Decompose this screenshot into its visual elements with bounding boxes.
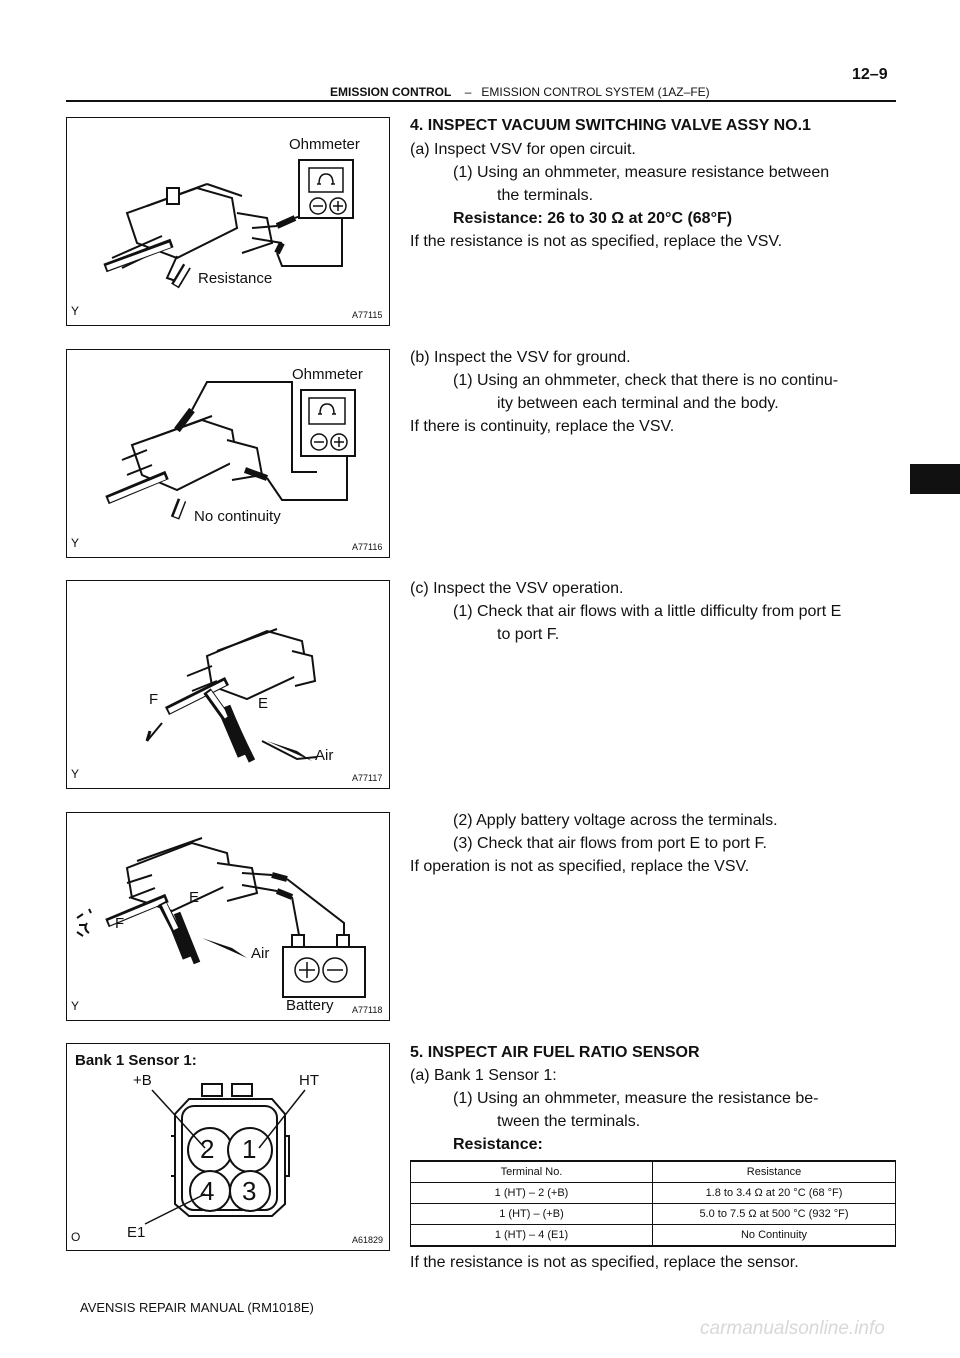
figure-corner-mark: O xyxy=(71,1230,81,1244)
step-4a-spec: Resistance: 26 to 30 Ω at 20°C (68°F) xyxy=(453,210,733,227)
step-4a1-line1: (1) Using an ohmmeter, measure resistance between xyxy=(453,164,830,181)
ohmmeter-label: Ohmmeter xyxy=(292,366,363,383)
resistance-caption: Resistance xyxy=(198,270,273,287)
table-cell: 5.0 to 7.5 Ω at 500 °C (932 °F) xyxy=(653,1204,896,1225)
figure-code: A61829 xyxy=(352,1235,384,1245)
figure-vsv-battery xyxy=(66,812,390,1021)
pin-4: 4 xyxy=(200,1176,215,1206)
figure-vsv-ground xyxy=(66,349,390,558)
figure-vsv-airflow xyxy=(66,580,390,789)
table-header-row xyxy=(411,1161,896,1183)
port-e-label: E xyxy=(189,889,200,906)
air-label: Air xyxy=(315,747,334,764)
step-4b1-line1: (1) Using an ohmmeter, check that there is no continu- xyxy=(453,372,839,389)
table-cell: 1.8 to 3.4 Ω at 20 °C (68 °F) xyxy=(653,1183,896,1204)
table-row xyxy=(411,1183,896,1204)
step-5a: (a) Bank 1 Sensor 1: xyxy=(410,1067,557,1084)
figure-code: A77117 xyxy=(352,773,383,783)
step-4c2: (2) Apply battery voltage across the terminals. xyxy=(453,812,778,829)
vsv-airflow-drawing xyxy=(67,581,389,788)
header-section: EMISSION CONTROL xyxy=(330,85,452,99)
sensor-title: Bank 1 Sensor 1: xyxy=(75,1052,197,1069)
pin-3: 3 xyxy=(242,1176,257,1206)
page-number: 12–9 xyxy=(852,66,888,83)
table-cell: 1 (HT) – (+B) xyxy=(411,1204,653,1225)
figure-af-sensor-connector xyxy=(66,1043,390,1251)
pin-2: 2 xyxy=(200,1134,215,1164)
figure-code: A77118 xyxy=(352,1005,383,1015)
running-header xyxy=(330,85,710,99)
ohmmeter-label: Ohmmeter xyxy=(289,136,360,153)
header-rule xyxy=(66,100,896,102)
figure-corner-mark: Y xyxy=(71,999,80,1013)
port-f-label: F xyxy=(149,691,159,708)
port-f-label: F xyxy=(115,915,125,932)
step-5a-spec: Resistance: xyxy=(453,1136,543,1153)
step-4-title: 4. INSPECT VACUUM SWITCHING VALVE ASSY NO.1 xyxy=(410,117,811,134)
table-header: Resistance xyxy=(653,1161,896,1183)
step-4a1-line2: the terminals. xyxy=(497,187,594,204)
ht-label: HT xyxy=(299,1072,319,1089)
manual-footer: AVENSIS REPAIR MANUAL (RM1018E) xyxy=(80,1300,314,1315)
section-tab-marker xyxy=(910,464,960,494)
table-cell: 1 (HT) – 4 (E1) xyxy=(411,1225,653,1247)
step-4b-note: If there is continuity, replace the VSV. xyxy=(410,418,675,435)
figure-vsv-resistance xyxy=(66,117,390,326)
plus-b-label: +B xyxy=(133,1072,152,1089)
af-sensor-connector-drawing xyxy=(67,1044,389,1250)
table-cell: 1 (HT) – 2 (+B) xyxy=(411,1183,653,1204)
header-subsection: EMISSION CONTROL SYSTEM (1AZ–FE) xyxy=(481,85,710,99)
step-4c: (c) Inspect the VSV operation. xyxy=(410,580,624,597)
step-4c1-line1: (1) Check that air flows with a little difficulty from port E xyxy=(453,603,842,620)
step-4a: (a) Inspect VSV for open circuit. xyxy=(410,141,636,158)
figure-code: A77115 xyxy=(352,310,383,320)
table-header: Terminal No. xyxy=(411,1161,653,1183)
step-5a1-line2: tween the terminals. xyxy=(497,1113,641,1130)
step-4a-note: If the resistance is not as specified, replace the VSV. xyxy=(410,233,783,250)
table-row xyxy=(411,1204,896,1225)
table-cell: No Continuity xyxy=(653,1225,896,1247)
battery-label: Battery xyxy=(286,997,334,1014)
table-row xyxy=(411,1225,896,1247)
figure-corner-mark: Y xyxy=(71,767,80,781)
step-5a1-line1: (1) Using an ohmmeter, measure the resistance be- xyxy=(453,1090,819,1107)
port-e-label: E xyxy=(258,695,269,712)
air-label: Air xyxy=(251,945,270,962)
watermark: carmanualsonline.info xyxy=(700,1318,885,1339)
step-4b1-line2: ity between each terminal and the body. xyxy=(497,395,779,412)
pin-1: 1 xyxy=(242,1134,257,1164)
step-4b: (b) Inspect the VSV for ground. xyxy=(410,349,631,366)
resistance-table xyxy=(410,1160,896,1247)
step-4c-note: If operation is not as specified, replace the VSV. xyxy=(410,858,750,875)
step-5-note: If the resistance is not as specified, replace the sensor. xyxy=(410,1254,799,1271)
figure-corner-mark: Y xyxy=(71,304,80,318)
step-4c3: (3) Check that air flows from port E to port F. xyxy=(453,835,767,852)
header-separator: – xyxy=(464,85,472,99)
e1-label: E1 xyxy=(127,1224,146,1241)
step-5-title: 5. INSPECT AIR FUEL RATIO SENSOR xyxy=(410,1044,700,1061)
no-continuity-caption: No continuity xyxy=(194,508,281,525)
step-4c1-line2: to port F. xyxy=(497,626,560,643)
figure-code: A77116 xyxy=(352,542,383,552)
figure-corner-mark: Y xyxy=(71,536,80,550)
